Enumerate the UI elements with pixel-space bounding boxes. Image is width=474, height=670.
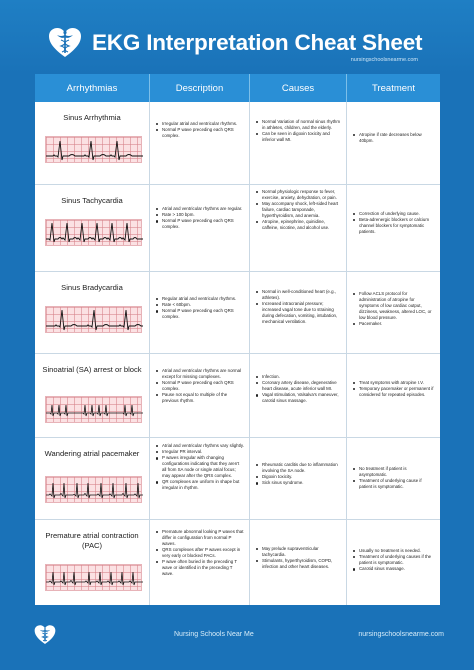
list-item: Normal P wave preceding each QRS complex.: [156, 380, 244, 392]
table-row: [35, 272, 440, 354]
description-list: [156, 529, 244, 577]
list-item: Normal P wave preceding each QRS complex.: [156, 218, 244, 230]
treatment-cell: [347, 102, 440, 184]
ekg-waveform: [46, 572, 143, 585]
causes-cell: [250, 185, 347, 271]
list-item: Pacemaker.: [353, 321, 435, 327]
ekg-strip: [45, 476, 142, 503]
list-item: Carotid sinus massage.: [353, 566, 435, 572]
list-item: Stimulants, hyperthyroidism, COPD, infection and other heart diseases.: [256, 558, 341, 570]
description-list: [156, 368, 244, 404]
description-cell: [150, 520, 250, 605]
list-item: Follow ACLS protocol for administration of atropine for symptoms of low cardiac output, dizziness, weakness, altered LOC, or low blood pressure.: [353, 291, 435, 321]
description-list: [156, 206, 244, 231]
table-row: [35, 354, 440, 438]
list-item: Vagal stimulation, Valsalva's maneuver, carotid sinus massage.: [256, 392, 341, 404]
description-list: [156, 121, 244, 139]
treatment-list: [353, 291, 435, 327]
list-item: Normal in well-conditioned heart (e.g., athletes).: [256, 289, 341, 301]
list-item: P wave often buried in the preceding T wave or identified in the preceding T wave.: [156, 559, 244, 577]
list-item: Usually no treatment is needed.: [353, 548, 435, 554]
site-url-top: nursingschoolsnearme.com: [350, 57, 418, 63]
causes-list: [256, 289, 341, 325]
arrhythmia-cell: [35, 185, 150, 271]
arrhythmia-cell: [35, 102, 150, 184]
treatment-list: [353, 466, 435, 490]
column-header-arrhythmias: Arrhythmias: [35, 74, 150, 102]
list-item: Irregular atrial and ventricular rhythms.: [156, 121, 244, 127]
ekg-waveform: [46, 223, 143, 242]
list-item: Atrial and ventricular rhythms are normal except for missing complexes.: [156, 368, 244, 380]
table-row: [35, 185, 440, 272]
description-cell: [150, 102, 250, 184]
description-cell: [150, 185, 250, 271]
list-item: Beta-adrenergic blockers or calcium channel blockers for symptomatic patients.: [353, 217, 435, 235]
causes-list: [256, 374, 341, 404]
list-item: Increased intracranial pressure; increased vagal tone due to straining during defecation, vomiting, intubation, mechanical ventilation.: [256, 301, 341, 325]
ekg-strip: [45, 136, 142, 163]
list-item: No treatment if patient is asymptomatic.: [353, 466, 435, 478]
list-item: QRS complexes after P waves except in very early or blocked PACs.: [156, 547, 244, 559]
causes-list: [256, 119, 341, 143]
table-row: [35, 438, 440, 520]
arrhythmia-cell: [35, 272, 150, 353]
treatment-list: [353, 132, 435, 144]
arrhythmia-name: Sinus Bradycardia: [61, 283, 123, 292]
description-cell: [150, 354, 250, 437]
ekg-trace: [46, 565, 143, 592]
description-list: [156, 296, 244, 321]
ekg-waveform: [46, 405, 143, 416]
list-item: Treatment of underlying cause if patient is symptomatic.: [353, 478, 435, 490]
list-item: Treat symptoms with atropine I.V.: [353, 380, 435, 386]
list-item: Infection.: [256, 374, 341, 380]
footer-site-url: nursingschoolsnearme.com: [358, 631, 444, 638]
arrhythmia-cell: [35, 438, 150, 519]
table-header: [35, 74, 440, 102]
arrhythmia-cell: [35, 354, 150, 437]
list-item: May prelude supraventricular tachycardia.: [256, 546, 341, 558]
list-item: Atrial and ventricular rhythms vary slightly.: [156, 443, 244, 449]
ekg-trace: [46, 307, 143, 334]
list-item: Normal P wave preceding each QRS complex.: [156, 127, 244, 139]
arrhythmia-cell: [35, 520, 150, 605]
list-item: Correction of underlying cause.: [353, 211, 435, 217]
list-item: Normal Variation of normal sinus rhythm in athletes, children, and the elderly.: [256, 119, 341, 131]
list-item: Pause not equal to multiple of the previous rhythm.: [156, 392, 244, 404]
list-item: Can be seen in digoxin toxicity and inferior wall MI.: [256, 131, 341, 143]
ekg-strip: [45, 219, 142, 246]
arrhythmia-name: Sinus Tachycardia: [61, 196, 123, 205]
description-cell: [150, 438, 250, 519]
causes-list: [256, 189, 341, 231]
treatment-cell: [347, 185, 440, 271]
causes-list: [256, 462, 341, 487]
causes-cell: [250, 520, 347, 605]
causes-list: [256, 546, 341, 570]
ekg-trace: [46, 137, 143, 164]
ekg-strip: [45, 306, 142, 333]
list-item: Rate > 100 bpm.: [156, 212, 244, 218]
list-item: Atropine if rate decreases below 40bpm.: [353, 132, 435, 144]
list-item: May accompany shock, left-sided heart failure, cardiac tamponade, hyperthyroidism, and anemia.: [256, 201, 341, 219]
description-cell: [150, 272, 250, 353]
treatment-list: [353, 548, 435, 573]
treatment-list: [353, 211, 435, 235]
caduceus-heart-icon: [34, 624, 56, 646]
list-item: Rate < 60bpm.: [156, 302, 244, 308]
list-item: Atropine, epinephrine, quinidine, caffeine, nicotine, and alcohol use.: [256, 219, 341, 231]
list-item: Treatment of underlying causes if the patient is symptomatic.: [353, 554, 435, 566]
arrhythmia-name: Sinoatrial (SA) arrest or block: [42, 365, 142, 374]
page-title: EKG Interpretation Cheat Sheet: [92, 30, 423, 55]
list-item: Sick sinus syndrome.: [256, 480, 341, 486]
causes-cell: [250, 272, 347, 353]
column-header-treatment: Treatment: [372, 82, 415, 94]
footer-brand-name: Nursing Schools Near Me: [174, 631, 254, 638]
arrhythmia-name: Wandering atrial pacemaker: [44, 449, 140, 458]
ekg-trace: [46, 220, 143, 247]
table-row: [35, 102, 440, 185]
column-header-causes: Causes: [250, 74, 347, 102]
list-item: Premature abnormal looking P waves that differ in configuration from normal P waves.: [156, 529, 244, 547]
page-header: [0, 0, 474, 74]
list-item: Normal P wave preceding each QRS complex.: [156, 308, 244, 320]
arrhythmia-name: Sinus Arrhythmia: [63, 113, 121, 122]
list-item: Atrial and ventricular rhythms are regular.: [156, 206, 244, 212]
list-item: Coronary artery disease, degenerative heart disease, acute inferior wall MI.: [256, 380, 341, 392]
treatment-cell: [347, 272, 440, 353]
ekg-trace: [46, 477, 143, 504]
ekg-waveform: [46, 483, 143, 498]
list-item: Digoxin toxicity.: [256, 474, 341, 480]
ekg-waveform: [46, 141, 143, 160]
description-list: [156, 443, 244, 491]
list-item: Regular atrial and ventricular rhythms.: [156, 296, 244, 302]
treatment-cell: [347, 354, 440, 437]
list-item: P waves irregular with changing configurations indicating that they aren't all from SA node or single atrial focus; may appear after the QRS complex.: [156, 455, 244, 479]
ekg-waveform: [46, 310, 143, 330]
arrhythmia-name: Premature atrial contraction (PAC): [45, 531, 139, 550]
cheat-sheet-table: [35, 74, 440, 605]
causes-cell: [250, 438, 347, 519]
ekg-trace: [46, 397, 143, 424]
treatment-cell: [347, 520, 440, 605]
treatment-list: [353, 380, 435, 398]
list-item: QR complexes are uniform in shape but irregular in rhythm.: [156, 479, 244, 491]
table-row: [35, 520, 440, 605]
list-item: Normal physiologic response to fever, exercise, anxiety, dehydration, or pain.: [256, 189, 341, 201]
page-footer: [0, 615, 474, 670]
list-item: Irregular PR interval.: [156, 449, 244, 455]
caduceus-heart-icon: [48, 26, 82, 60]
causes-cell: [250, 102, 347, 184]
column-header-description: Description: [150, 74, 250, 102]
causes-cell: [250, 354, 347, 437]
ekg-strip: [45, 396, 142, 423]
list-item: Rheumatic carditis due to inflammation involving the SA node.: [256, 462, 341, 474]
ekg-strip: [45, 564, 142, 591]
list-item: Temporary pacemaker or permanent if considered for repeated episodes.: [353, 386, 435, 398]
treatment-cell: [347, 438, 440, 519]
